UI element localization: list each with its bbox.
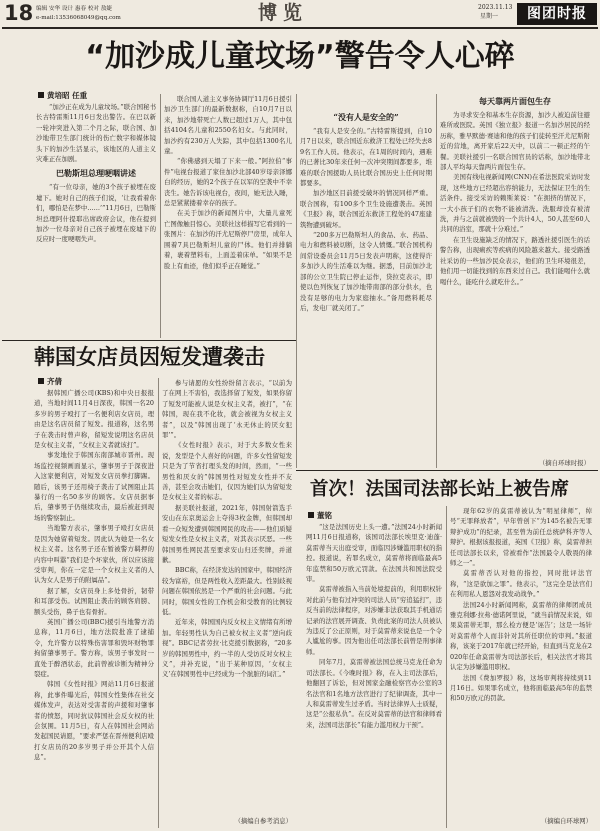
story2-paragraph: 近年来，韩国国内反女权主义情绪有所增加。年轻男性认为自己被女权主义者“逆向歧视”。BBC记者劳拉·比克援引数据称，“20多岁的韩国男性中，约一半的人受访反对女权主义”，并补充说，“出于某种原因，‘女权主义’在韩国男性中已经成为一个肮脏的词汇。”: [162, 618, 292, 679]
email: e-mail:13536068049@qq.com: [36, 15, 121, 21]
story3-byline-text: 董铭: [317, 511, 332, 520]
story1-paragraph: 在卫生设施缺乏的情况下，路透社援引医生的话警告称，出现痢疾等疾病的风险越来越大。接受路透社采访的一些加沙民众表示，他们的卫生环境很差，他们用一切能找到的东西来过自己。我们能喝什么就喝什么，能吃什么就吃什么。”: [440, 235, 590, 286]
story1-paragraph: “你佛感到天塌了下来一般。”阿拉伯“事件”电视台报道了家住加沙北部40岁母亲泽娜白的经历，她的2个孩子在以军的空袭中不幸丧生。她告诉该电视台，夜间，她无法入睡，总是紧紧搂着幸存的孩子。: [164, 157, 292, 208]
story1-col3: [300, 110, 432, 470]
story2-paragraph: 事发地位于韩国东南部城市晋州。现场监控视频画面显示，肇事男子于深夜进入这家便利店，对短发女店员拳打脚踢。随后，该男子还用椅子袭击了试图阻止其暴行的一名50多岁的顾客。女店员据事后，肇事男子仍继续攻击，最后被赶到现场的警察制止。: [34, 451, 154, 522]
story2-paragraph: 《女性时报》表示，对于大多数女性来说，发型是个人喜好的问题，许多女性留短发只是为了节省打理头发的时间，然而，“一些男性和厌女的”韩国男性对短发女性并不友善，甚至会攻击她们，仅因为她们认为留短发是女权主义者的标志。: [162, 441, 292, 502]
story3-col1: [306, 522, 442, 828]
byline-marker: [308, 512, 314, 518]
story2-paragraph: 参与请愿的女性纷纷留言表示，“以前为了在网上不害怕，我选择留了短发，如果你留了短发可能被人说是女权主义者，被打”，“在韩国，现在我不化妆，就会被视为女权主义者”，以及“韩国出现了‘永无休止的厌女犯罪’”。: [162, 379, 292, 440]
story2-paragraph: 韩国《女性时报》网站11月6日报道称，此事件曝光后，韩国女性集体在社交媒体发声，表达对受害者的声援和对肇事者的愤怒，同时抗议韩国社会反女权的社会氛围。11月5日，有人在韩国社会网站发起国民请愿，“要求严惩在晋州便利店殴打女店员的20多岁男子并公开其个人信息”。: [34, 680, 154, 762]
story3-paragraph: 莫雷蒂被指入当前处境提前的，利用职权针对此前与他有过冲突的司法人员“穷追猛打”，违反当前的法律程序，对涉嫌非法获取其手机通话记录的法官展开调查、负责此案的司法人员被认为违反了公正原则，对于莫雷蒂来说也是一个令人尴尬的事。因为他出任司法部长前曾是刑事律师。: [306, 585, 442, 656]
story2-col1: [34, 388, 154, 828]
story2-paragraph: BBC称，在经济发达的国家中，韩国经济较为富裕，但是两性收入差距最大。性别歧视问题在韩国依然是一个严重的社会问题。与此同时，韩国女性的工作机会和受教育的比例较低。: [162, 566, 292, 616]
byline-marker: [38, 92, 44, 98]
editor-line: 编辑 安华 设计 惠春 校对 敖婕: [36, 6, 113, 12]
story3-paragraph: 莫雷蒂否认对他的指控，同时批评法官称，“这是欲加之罪”。他表示，“这完全是法官们在利用私人恩怨对我发动战争。”: [450, 569, 592, 599]
story2-paragraph: 当地警方表示，肇事男子殴打女店员是因为她留着短发。因此认为她是一名女权主义者。这名男子还在暂被警方羁押的内容中叫嚣“我们是个坏家伙，所以应该接受审判，你在一定是一个女权主义者的人认为女人是男子的附属品”。: [34, 524, 154, 585]
story2-byline-text: 齐倩: [47, 377, 62, 386]
story2-credit: （摘编自参考消息）: [234, 817, 292, 825]
issue-date: 2023.11.13: [478, 4, 513, 11]
story2-paragraph: 据了解，女店员身上多处骨折，韧带和耳部受伤。试图阻止袭击的顾客肩膀、额头受伤，鼻子也有骨折。: [34, 586, 154, 616]
story1-headline: “加沙成儿童坟场”警告令人心碎: [85, 39, 515, 74]
story2-paragraph: 据美联社报道，2021年，韩国射箭选手安山在东京奥运会上夺得3枚金牌，但韩国却看一众短发遭到韩国网民的攻击——他们质疑短发女性是女权主义者，对其表示厌恶。一些韩国男性网民甚至要求安山归还奖牌，并道歉。: [162, 503, 292, 564]
story2-byline: [38, 376, 62, 387]
story3-col2: [450, 506, 592, 816]
story1-paragraph: “加沙正在成为儿童坟场。”联合国秘书长古特雷斯11月6日发出警告。在巴以新一轮冲突进入第二个月之际，联合国、加沙地带卫生部门统计的伤亡数字和媒体镜头下的加沙生活显示，该地区的人道主义灾难正在加剧。: [36, 103, 156, 164]
column-divider: [446, 506, 447, 828]
column-divider: [160, 94, 161, 338]
column-divider: [436, 94, 437, 468]
story1-subhead: 每天靠两片面包生存: [479, 96, 551, 106]
story2-rule: [2, 340, 296, 341]
story3-rule: [296, 470, 598, 471]
story2-col2: [162, 378, 292, 814]
story1-paragraph: 联合国人道主义事务协调厅11月6日援引加沙卫生部门的最新数据称，自10月7日以来，加沙地带死亡人数已超过1万人，其中包括4104名儿童和2550名妇女。与此同时，加沙约有230万人失踪，其中包括1300名儿童。: [164, 95, 292, 156]
story1-paragraph: “有一位母亲，她的3个孩子被埋在废墟下。她对自己的孩子们说，‘让我看着你们，哪怕是在梦中……’”11月6日，巴勒斯坦总理阿什提耶出席政府会议，他在提到加沙一位母亲对自己孩子被埋在废墟下的反应时一度哽咽失声。: [36, 183, 156, 244]
story3-paragraph: 现年62岁的莫雷蒂被认为“明星律师”，绰号“无罪释放者”，早年曾创下“为145名被告无罪辩护成功”的纪录，甚至曾为前任总统萨科齐等人辩护。根据该报报道，英国《卫报》称，莫雷蒂担任司法部长以来，常被看作“法国最令人敬畏的律师之一”。: [450, 507, 592, 568]
story1-paragraph: 为寻求安全和基本生存资源，加沙人被迫前往避难所或医院。英国《独立报》报道一名加沙居民的经历称，雅早默德·赛迪和他的孩子们徒转至汗尤尼斯附近的营地，离开家后22天中，以前二一顿正经的午餐。美联社援引一名联合国官员的话称，加沙地带北部人平均每天靠两片面包生存。: [440, 111, 590, 172]
story1-paragraph: “200多万巴勒斯坦人的食品、水、药品、电力和燃料被切断，这令人愤慨。”联合国机构间常设委员会11月5日发表声明称，这使得许多加沙人的生活难以为继。据悉，目前加沙北部的公立卫生院已停止运作，贷拉克表示，即使以色列恢复了加沙地带南部的部分供水，也没有足够的电力为家庭抽水。”备用燃料耗尽后，发电厂就关闭了。”: [300, 231, 432, 312]
header-rule: [2, 27, 598, 29]
story1-subhead: 巴勒斯坦总理哽咽讲述: [56, 168, 136, 179]
story1-byline-text: 黄培昭 任重: [47, 91, 88, 100]
story3-headline: 首次！法国司法部长站上被告席: [310, 479, 570, 500]
story1-col4: [440, 94, 590, 462]
story3-paragraph: 同年7月，莫雷蒂被法国总统马克龙任命为司法部长。《今晚时报》称，在入主司法部后，他翻回了诉讼，但对国家金融检察官办公室的3名法官和1名地方法官进行了纪律调查，其中一人和莫雷蒂发生过矛盾。当时法律界人士质疑，这是“公报私仇”。在反对莫雷蒂的法官和律师看来，法国司法部长“有能力滥用权力干预”。: [306, 658, 442, 729]
story2-headline: 韩国女店员因短发遭袭击: [34, 345, 265, 369]
story1-col1: [36, 102, 156, 338]
story1-subhead: “没有人是安全的”: [333, 112, 399, 122]
story3-paragraph: 法国《费加罗报》称，这场审判将持续到11月16日。如果罪名成立，他将面临最高5年的监禁和50万欧元的罚款。: [450, 673, 592, 703]
story1-credit: （摘自环球时报）: [538, 459, 590, 467]
story1-paragraph: 美国有线电视新闻网(CNN)在希法医院采访时发现，这些地方已经超出容纳能力，无法保证卫生的生活条件。接受采访的赖斯莱说：“在拥挤的情况下，一大小孩子们的衣物不能被清洗。洗服却没有被清洗，并与之前就被毁的一个共计4人，50人甚至60人共同的浴室，那就十分难过。”: [440, 173, 590, 234]
story3-paragraph: “这是法国历史上头一遭。”法国24小时新闻网11月6日报道称，该国司法部长埃里克·迪蓬·莫雷蒂当天出庭受审，面临因涉嫌滥用职权的指控。报道说，若罪名成立，莫雷蒂将面临最高5年监禁和50万欧元罚款。在法国共和国法院受审。: [306, 523, 442, 584]
byline-marker: [38, 378, 44, 384]
story3-byline: [308, 510, 332, 521]
story2-paragraph: 英国广播公司(BBC)援引当地警方消息称，11月6日，地方法院批准了逮捕令，允许警方以特殊伤害罪和毁坏财物罪拘留肇事男子。警方称，该男子事发时一直处于醉酒状态，此前曾被诊断为精神分裂症。: [34, 617, 154, 678]
issue-weekday: 星期一: [480, 13, 499, 20]
page-number: 18: [4, 1, 34, 25]
story3-credit: （摘编自环球网）: [540, 817, 592, 825]
story1-col2: [164, 94, 292, 338]
section-title: 博览: [258, 2, 309, 24]
story1-paragraph: 加沙地区目前援受破坏的情况同样严重。联合国称，有100多个卫生设施遭袭击。英国《卫报》称，联合国近东救济工程处的47座建筑物遭到破坏。: [300, 189, 432, 229]
story3-paragraph: 法国24小时新闻网称，莫雷蒂的律师团成员雅克利娜·拉弗·德诺阿里说，“就当前情况来说，如果莫雷蒂无罪，那么检方便是‘诬告’；这是一场针对莫雷蒂个人而非针对其所任职位的审判。”报道称，该案于2017年就已经开始，但直到马克龙在2020年任命莫雷蒂为司法部长后，相关法官才将其认定为涉嫌滥用职权。: [450, 600, 592, 672]
masthead-logo: 图团时报: [517, 3, 597, 25]
story2-paragraph: 据韩国广播公司(KBS)和中央日报报道，当地时间11月4日深夜，韩国一名20多岁的男子殴打了一名便利店女店员，理由是这名店员留了短发。报道称，这名男子在袭击时曾声称，留短发说明这名店员是女权主义者，“女权主义者就该打”。: [34, 389, 154, 450]
column-divider: [296, 94, 297, 468]
story1-paragraph: “我有人是安全的。”古特雷斯提到，自10月7日以来，联合国近东救济工程处已经失去89名工作人员。他表示，在1周的时间内，遇难的已著比30年来任何一次冲突期间都要多，堆难的联合国援助人员比联合国历史上任何时期都要多。: [300, 127, 432, 188]
story1-byline: [38, 90, 87, 101]
column-divider: [158, 378, 159, 828]
story1-paragraph: 在关于加沙的新闻图片中，大量儿童死亡图像触目惊心。美联社这样描写它看到的一张图片：在加沙的汗尤尼斯停尸房里，成年人围着7具巴勒斯坦儿童的尸体。他们并排躺着，裹着塑料布，上面盖着床单。“如果不是脸上有血迹，他们似乎正在睡觉。”: [164, 209, 292, 270]
